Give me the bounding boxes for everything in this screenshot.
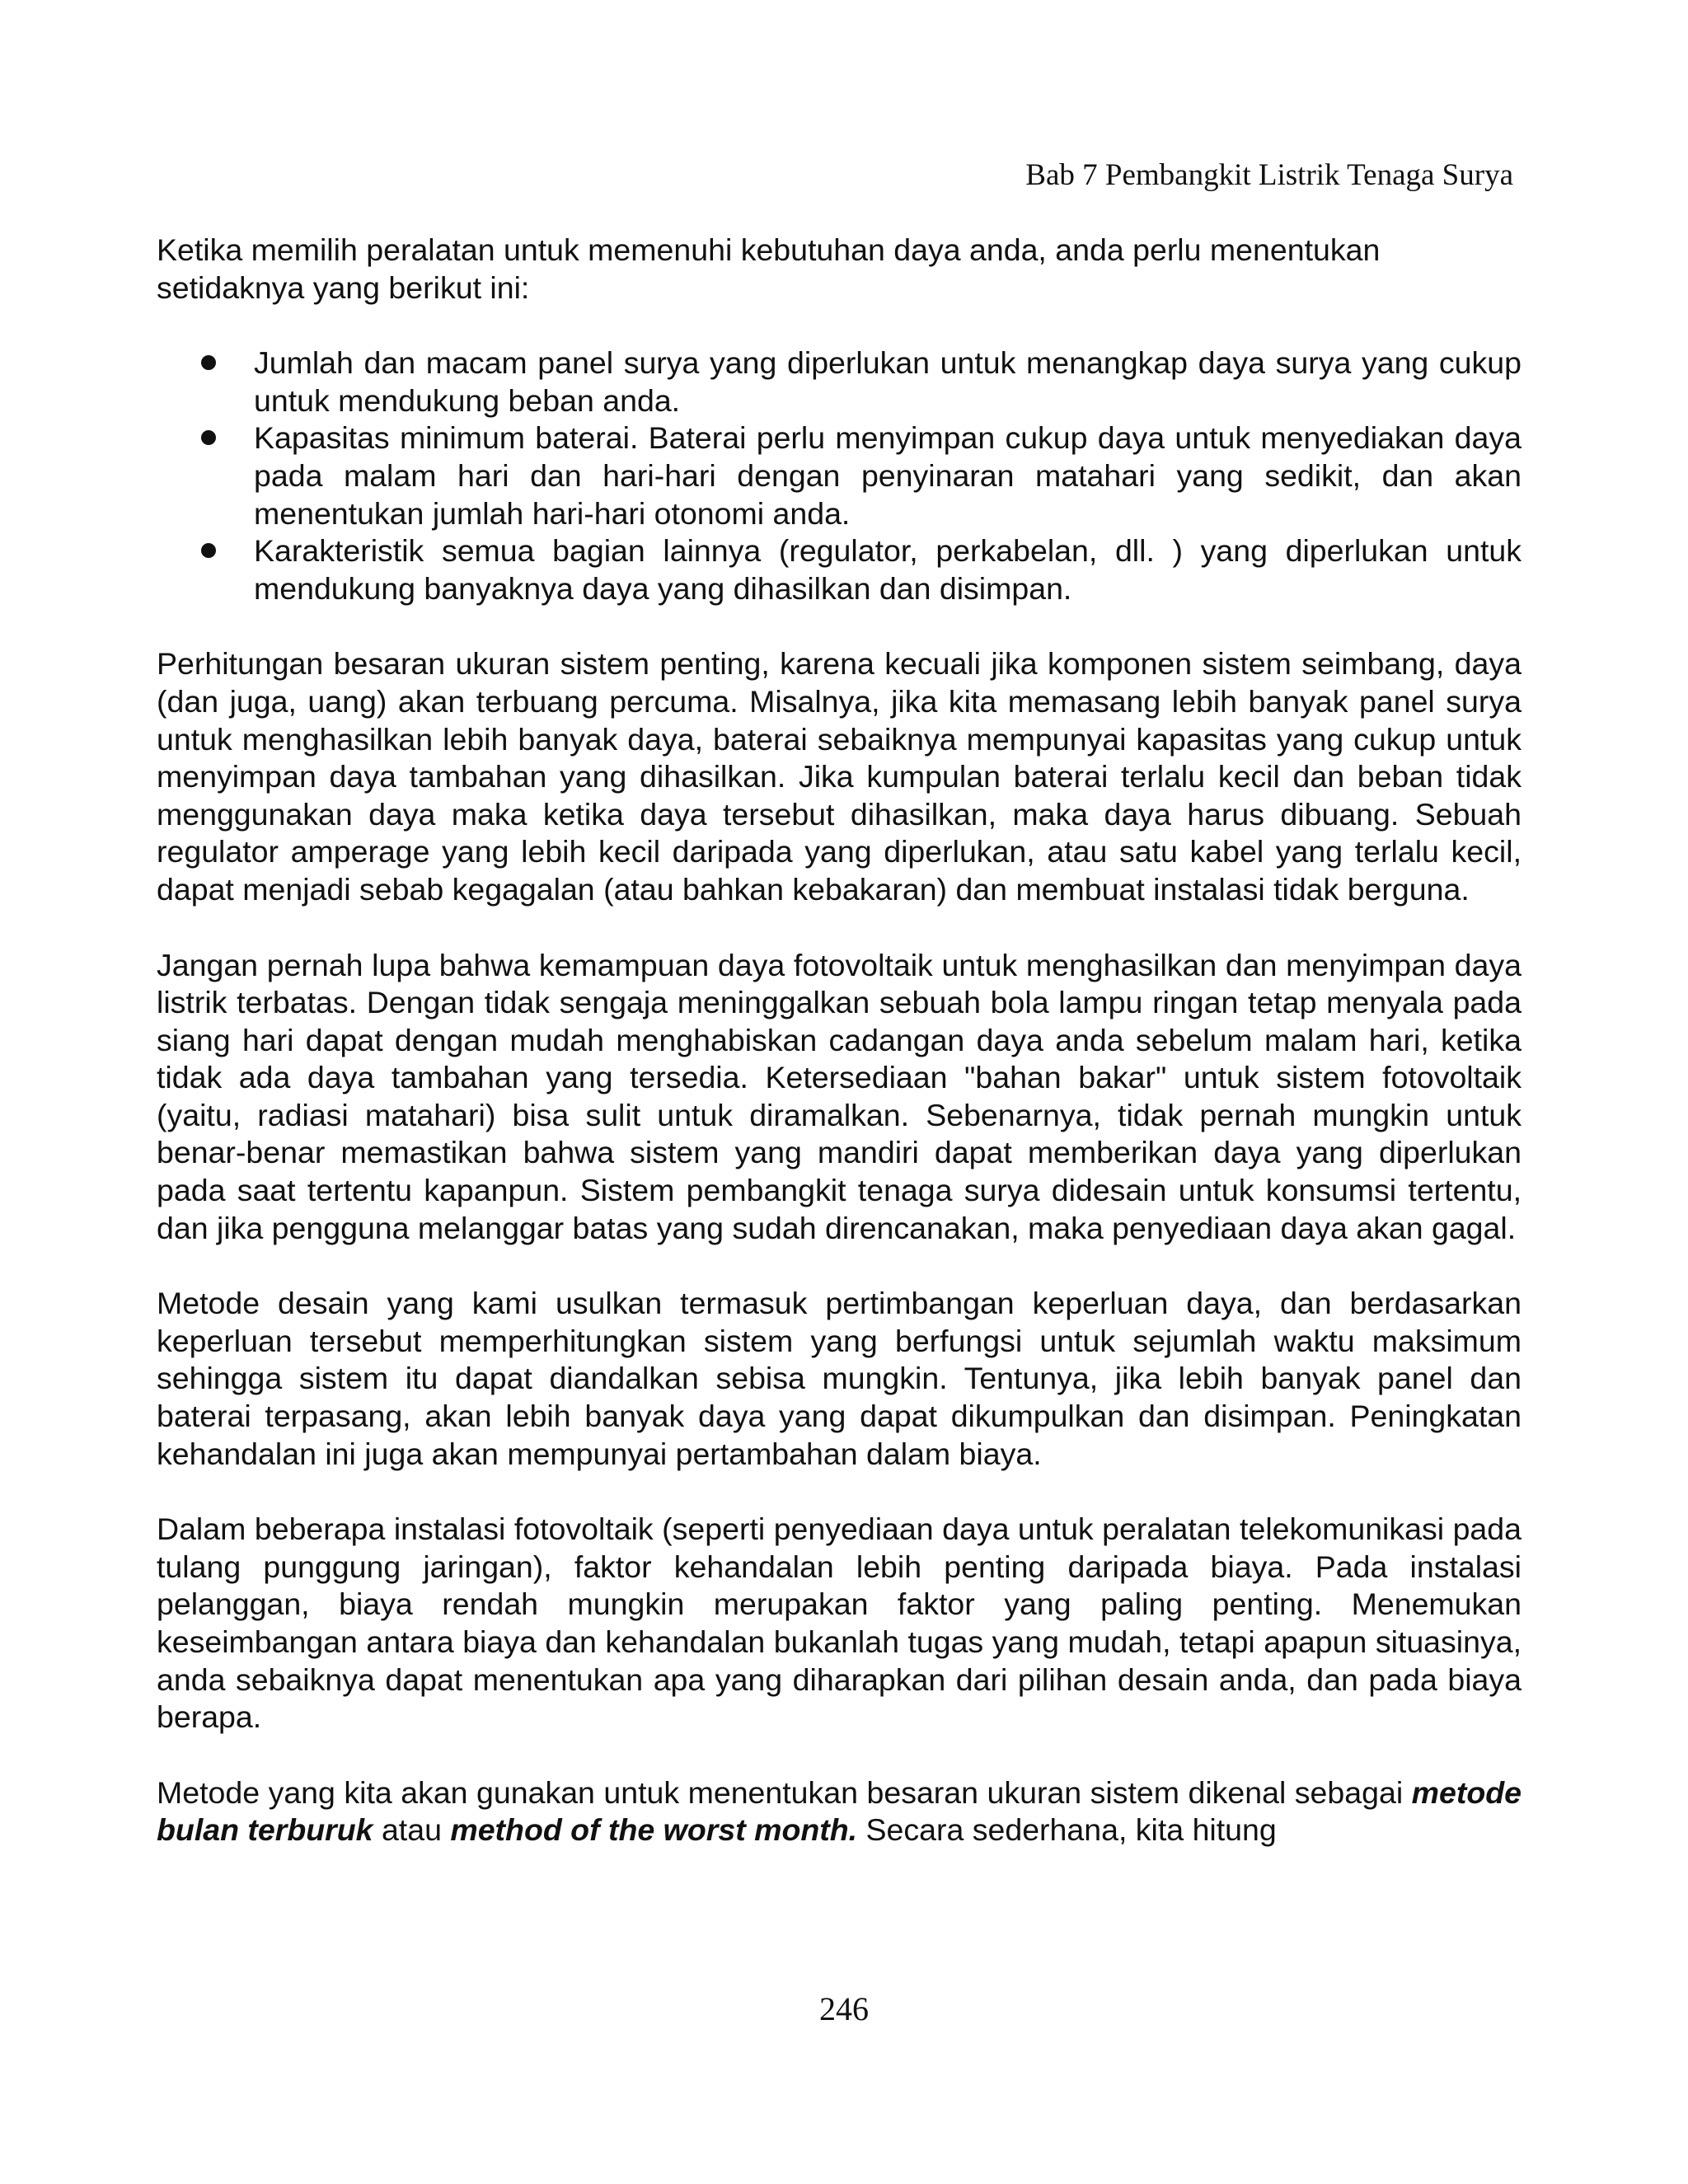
paragraph-design-method: Metode desain yang kami usulkan termasuk pertimbangan keperluan daya, dan berdasarkan keperluan tersebut memperhitungkan sistem yang berfungsi untuk sejumlah waktu maksimum sehingga sistem itu dapat diandalkan sebisa mungkin. Tentunya, jika lebih banyak panel dan baterai terpasang, akan lebih banyak daya yang dapat dikumpulkan dan disimpan. Peningkatan kehandalan ini juga akan mempunyai pertambahan dalam biaya. — [157, 1286, 1522, 1471]
worst-month-lead: Metode yang kita akan gunakan untuk menentukan besaran ukuran sistem dikenal sebagai — [157, 1774, 1412, 1810]
list-item — [254, 532, 1522, 607]
bullet-dot-icon — [201, 543, 216, 558]
term-english: method of the worst month. — [450, 1812, 858, 1848]
paragraph-limited-capacity: Jangan pernah lupa bahwa kemampuan daya fotovoltaik untuk menghasilkan dan menyimpan daya listrik terbatas. Dengan tidak sengaja meninggalkan sebuah bola lampu ringan tetap menyala pada siang hari dapat dengan mudah menghabiskan cadangan daya anda sebelum malam hari, ketika tidak ada daya tambahan yang tersedia. Ketersediaan "bahan bakar" untuk sistem fotovoltaik (yaitu, radiasi matahari) bisa sulit untuk diramalkan. Sebenarnya, tidak pernah mungkin untuk benar-benar memastikan bahwa sistem yang mandiri dapat memberikan daya yang diperlukan pada saat tertentu kapanpun. Sistem pembangkit tenaga surya didesain untuk konsumsi tertentu, dan jika pengguna melanggar batas yang sudah direncanakan, maka penyediaan daya akan gagal. — [157, 947, 1522, 1245]
list-item-text: Kapasitas minimum baterai. Baterai perlu menyimpan cukup daya untuk menyediakan daya pada malam hari dan hari-hari dengan penyinaran matahari yang sedikit, dan akan menentukan jumlah hari-hari otonomi anda. — [254, 420, 1522, 531]
page-number: 246 — [819, 1990, 869, 2027]
list-item — [254, 344, 1522, 419]
requirements-list — [157, 344, 1522, 607]
running-header: Bab 7 Pembangkit Listrik Tenaga Surya — [1025, 158, 1513, 192]
list-item-text: Jumlah dan macam panel surya yang diperlukan untuk menangkap daya surya yang cukup untuk mendukung beban anda. — [254, 345, 1522, 418]
bullet-dot-icon — [201, 355, 216, 370]
list-item-text: Karakteristik semua bagian lainnya (regulator, perkabelan, dll. ) yang diperlukan untuk mendukung banyaknya daya yang dihasilkan dan disimpan. — [254, 533, 1522, 606]
paragraph-reliability-cost: Dalam beberapa instalasi fotovoltaik (seperti penyediaan daya untuk peralatan telekomunikasi pada tulang punggung jaringan), faktor kehandalan lebih penting daripada biaya. Pada instalasi pelanggan, biaya rendah mungkin merupakan faktor yang paling penting. Menemukan keseimbangan antara biaya dan kehandalan bukanlah tugas yang mudah, tetapi apapun situasinya, anda sebaiknya dapat menentukan apa yang diharapkan dari pilihan desain anda, dan pada biaya berapa. — [157, 1511, 1522, 1735]
intro-paragraph: Ketika memilih peralatan untuk memenuhi kebutuhan daya anda, anda perlu menentukan setidaknya yang berikut ini: — [157, 232, 1381, 305]
worst-month-connector: atau — [373, 1812, 451, 1848]
paragraph-sizing-importance: Perhitungan besaran ukuran sistem penting, karena kecuali jika komponen sistem seimbang, daya (dan juga, uang) akan terbuang percuma. Misalnya, jika kita memasang lebih banyak panel surya untuk menghasilkan lebih banyak daya, baterai sebaiknya mempunyai kapasitas yang cukup untuk menyimpan daya tambahan yang dihasilkan. Jika kumpulan baterai terlalu kecil dan beban tidak menggunakan daya maka ketika daya tersebut dihasilkan, maka daya harus dibuang. Sebuah regulator amperage yang lebih kecil daripada yang diperlukan, atau satu kabel yang terlalu kecil, dapat menjadi sebab kegagalan (atau bahkan kebakaran) dan membuat instalasi tidak berguna. — [157, 646, 1522, 907]
list-item — [254, 419, 1522, 532]
worst-month-tail: Secara sederhana, kita hitung — [857, 1812, 1277, 1848]
term-indonesian: metode bulan terburuk — [157, 1774, 1522, 1848]
bullet-dot-icon — [201, 430, 216, 445]
body-text — [157, 232, 1522, 1887]
paragraph-worst-month — [157, 1774, 1522, 1849]
